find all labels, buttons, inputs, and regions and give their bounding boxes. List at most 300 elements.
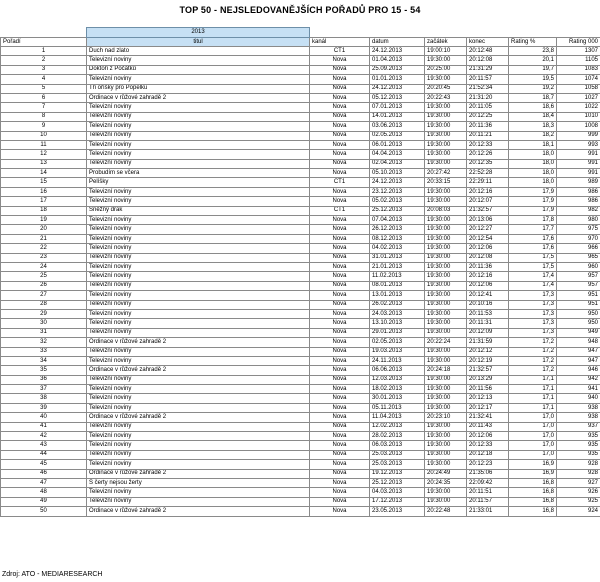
cell-start: 20:20:45: [425, 84, 467, 93]
cell-date: 17.12.2013: [370, 497, 425, 506]
cell-channel: Nova: [310, 422, 370, 431]
cell-end: 20:11:57: [467, 75, 509, 84]
table-row: [1, 140, 600, 149]
cell-start: 19:30:00: [425, 441, 467, 450]
table-row: [1, 103, 600, 112]
cell-rating-000: 927: [557, 478, 600, 487]
cell-rating-000: 965: [557, 253, 600, 262]
col-header-poradi: Pořadí: [1, 38, 87, 47]
cell-rating-000: 966: [557, 244, 600, 253]
cell-date: 13.10.2013: [370, 319, 425, 328]
cell-end: 20:12:06: [467, 432, 509, 441]
cell-rating-000: 950: [557, 319, 600, 328]
cell-title: Televizní noviny: [87, 262, 310, 271]
cell-end: 20:12:23: [467, 460, 509, 469]
cell-rating-pct: 17,2: [509, 356, 557, 365]
cell-title: Televizní noviny: [87, 422, 310, 431]
cell-end: 20:12:33: [467, 140, 509, 149]
cell-date: 13.01.2013: [370, 291, 425, 300]
table-row: [1, 507, 600, 516]
table-row: [1, 403, 600, 412]
cell-end: 20:12:27: [467, 225, 509, 234]
cell-end: 21:32:41: [467, 413, 509, 422]
table-row: [1, 169, 600, 178]
cell-channel: Nova: [310, 262, 370, 271]
cell-end: 20:12:09: [467, 328, 509, 337]
cell-date: 23.12.2013: [370, 187, 425, 196]
cell-rank: 27: [1, 291, 87, 300]
cell-start: 19:30:00: [425, 187, 467, 196]
cell-date: 11.04.2013: [370, 413, 425, 422]
cell-end: 22:52:28: [467, 169, 509, 178]
table-row: [1, 122, 600, 131]
cell-rank: 31: [1, 328, 87, 337]
cell-rating-pct: 17,1: [509, 403, 557, 412]
cell-end: 20:11:36: [467, 262, 509, 271]
cell-start: 19:30:00: [425, 272, 467, 281]
table-row: [1, 319, 600, 328]
cell-rating-000: 951: [557, 291, 600, 300]
cell-start: 19:30:00: [425, 197, 467, 206]
cell-start: 19:30:00: [425, 281, 467, 290]
cell-end: 20:11:56: [467, 385, 509, 394]
cell-rank: 47: [1, 478, 87, 487]
cell-rating-pct: 17,2: [509, 338, 557, 347]
table-row: [1, 347, 600, 356]
cell-title: Televizní noviny: [87, 300, 310, 309]
cell-rating-pct: 16,8: [509, 488, 557, 497]
cell-rank: 24: [1, 262, 87, 271]
cell-title: Televizní noviny: [87, 281, 310, 290]
cell-rating-pct: 18,2: [509, 131, 557, 140]
cell-rating-pct: 17,0: [509, 441, 557, 450]
cell-rank: 30: [1, 319, 87, 328]
cell-date: 28.02.2013: [370, 432, 425, 441]
cell-end: 22:09:42: [467, 478, 509, 487]
page-title: TOP 50 - NEJSLEDOVANĚJŠÍCH POŘADŮ PRO 15 - 54: [179, 5, 421, 15]
cell-date: 25.03.2013: [370, 450, 425, 459]
cell-channel: Nova: [310, 309, 370, 318]
cell-end: 20:11:31: [467, 319, 509, 328]
cell-start: 19:30:00: [425, 112, 467, 121]
cell-date: 31.01.2013: [370, 253, 425, 262]
cell-rating-000: 935: [557, 441, 600, 450]
cell-title: Ordinace v růžové zahradě 2: [87, 413, 310, 422]
cell-start: 19:30:00: [425, 122, 467, 131]
cell-rating-pct: 17,3: [509, 291, 557, 300]
cell-title: Pelíšky: [87, 178, 310, 187]
cell-rating-000: 924: [557, 507, 600, 516]
cell-end: 20:11:57: [467, 497, 509, 506]
cell-title: Televizní noviny: [87, 291, 310, 300]
cell-rank: 6: [1, 93, 87, 102]
cell-title: Televizní noviny: [87, 197, 310, 206]
cell-date: 25.12.2013: [370, 478, 425, 487]
cell-end: 20:12:06: [467, 244, 509, 253]
cell-title: Ordinace v růžové zahradě 2: [87, 469, 310, 478]
cell-rating-pct: 17,6: [509, 244, 557, 253]
cell-date: 01.01.2013: [370, 75, 425, 84]
cell-rating-000: 937: [557, 422, 600, 431]
cell-date: 05.11.2013: [370, 403, 425, 412]
cell-rank: 16: [1, 187, 87, 196]
cell-start: 20:08:03: [425, 206, 467, 215]
table-row: [1, 488, 600, 497]
cell-date: 19.03.2013: [370, 347, 425, 356]
cell-rating-pct: 17,3: [509, 309, 557, 318]
cell-title: Ordinace v růžové zahradě 2: [87, 338, 310, 347]
cell-date: 29.01.2013: [370, 328, 425, 337]
cell-rank: 43: [1, 441, 87, 450]
cell-rating-000: 950: [557, 309, 600, 318]
cell-date: 02.04.2013: [370, 159, 425, 168]
cell-start: 19:30:00: [425, 309, 467, 318]
cell-end: 20:12:16: [467, 272, 509, 281]
cell-rank: 49: [1, 497, 87, 506]
cell-rating-pct: 17,0: [509, 432, 557, 441]
cell-start: 20:23:10: [425, 413, 467, 422]
cell-rating-000: 947: [557, 347, 600, 356]
cell-channel: Nova: [310, 460, 370, 469]
cell-date: 08.01.2013: [370, 281, 425, 290]
cell-title: Doktoři z Počátků: [87, 65, 310, 74]
cell-rating-pct: 17,5: [509, 253, 557, 262]
table-row: [1, 253, 600, 262]
cell-rating-000: 980: [557, 216, 600, 225]
cell-end: 20:11:36: [467, 122, 509, 131]
cell-rating-000: 941: [557, 385, 600, 394]
cell-rating-pct: 16,8: [509, 507, 557, 516]
cell-channel: Nova: [310, 328, 370, 337]
cell-rank: 9: [1, 122, 87, 131]
cell-date: 07.01.2013: [370, 103, 425, 112]
cell-start: 19:30:00: [425, 253, 467, 262]
cell-channel: Nova: [310, 478, 370, 487]
table-row: [1, 65, 600, 74]
cell-channel: Nova: [310, 150, 370, 159]
cell-start: 19:30:00: [425, 262, 467, 271]
cell-rating-000: 986: [557, 197, 600, 206]
cell-rating-pct: 18,0: [509, 150, 557, 159]
cell-date: 24.11.2013: [370, 356, 425, 365]
cell-rank: 28: [1, 300, 87, 309]
cell-title: Televizní noviny: [87, 356, 310, 365]
cell-channel: Nova: [310, 93, 370, 102]
cell-start: 19:30:00: [425, 328, 467, 337]
cell-rating-pct: 17,2: [509, 347, 557, 356]
cell-date: 12.03.2013: [370, 375, 425, 384]
cell-rating-000: 925: [557, 497, 600, 506]
cell-rating-pct: 16,9: [509, 460, 557, 469]
cell-channel: Nova: [310, 253, 370, 262]
cell-channel: Nova: [310, 403, 370, 412]
cell-end: 20:12:17: [467, 403, 509, 412]
col-header-datum: datum: [370, 38, 425, 47]
cell-start: 19:30:00: [425, 460, 467, 469]
cell-channel: Nova: [310, 497, 370, 506]
cell-channel: Nova: [310, 469, 370, 478]
cell-end: 20:12:08: [467, 56, 509, 65]
cell-rating-000: 999: [557, 131, 600, 140]
cell-channel: Nova: [310, 291, 370, 300]
cell-channel: Nova: [310, 169, 370, 178]
col-header-titul: titul: [87, 38, 310, 47]
col-header-rating-pct: Rating %: [509, 38, 557, 47]
cell-rank: 21: [1, 234, 87, 243]
table-row: [1, 497, 600, 506]
cell-rating-000: 940: [557, 394, 600, 403]
cell-title: Televizní noviny: [87, 56, 310, 65]
cell-start: 19:30:00: [425, 394, 467, 403]
cell-rating-pct: 20,1: [509, 56, 557, 65]
cell-rank: 15: [1, 178, 87, 187]
cell-channel: Nova: [310, 356, 370, 365]
cell-date: 11.02.2013: [370, 272, 425, 281]
cell-channel: ČT1: [310, 178, 370, 187]
table-row: [1, 366, 600, 375]
cell-date: 04.02.2013: [370, 244, 425, 253]
cell-title: Televizní noviny: [87, 328, 310, 337]
table-row: [1, 356, 600, 365]
cell-date: 03.06.2013: [370, 122, 425, 131]
cell-rating-000: 946: [557, 366, 600, 375]
cell-rating-pct: 19,2: [509, 84, 557, 93]
table-row: [1, 328, 600, 337]
cell-channel: Nova: [310, 432, 370, 441]
cell-title: Duch nad zlato: [87, 47, 310, 56]
table-row: [1, 375, 600, 384]
cell-channel: Nova: [310, 65, 370, 74]
cell-rating-pct: 16,8: [509, 478, 557, 487]
cell-start: 20:33:15: [425, 178, 467, 187]
cell-end: 21:31:20: [467, 93, 509, 102]
cell-title: Televizní noviny: [87, 375, 310, 384]
cell-date: 23.05.2013: [370, 507, 425, 516]
header-spacer: [1, 28, 87, 38]
cell-channel: Nova: [310, 319, 370, 328]
cell-rating-000: 1010: [557, 112, 600, 121]
cell-end: 20:11:53: [467, 309, 509, 318]
cell-date: 26.02.2013: [370, 300, 425, 309]
cell-start: 19:30:00: [425, 131, 467, 140]
cell-end: 21:32:57: [467, 366, 509, 375]
cell-end: 20:12:13: [467, 394, 509, 403]
cell-title: Televizní noviny: [87, 234, 310, 243]
cell-channel: Nova: [310, 187, 370, 196]
cell-start: 19:30:00: [425, 140, 467, 149]
cell-title: Televizní noviny: [87, 131, 310, 140]
cell-rank: 35: [1, 366, 87, 375]
cell-end: 20:10:16: [467, 300, 509, 309]
table-row: [1, 422, 600, 431]
cell-rating-pct: 18,3: [509, 122, 557, 131]
table-row: [1, 432, 600, 441]
cell-channel: ČT1: [310, 47, 370, 56]
ratings-table: [0, 27, 600, 517]
cell-start: 19:30:00: [425, 497, 467, 506]
cell-channel: Nova: [310, 394, 370, 403]
cell-rating-pct: 17,3: [509, 300, 557, 309]
cell-end: 20:13:06: [467, 216, 509, 225]
cell-start: 19:30:00: [425, 244, 467, 253]
cell-start: 20:24:35: [425, 478, 467, 487]
cell-start: 19:30:00: [425, 150, 467, 159]
cell-rating-pct: 17,7: [509, 225, 557, 234]
cell-channel: Nova: [310, 159, 370, 168]
cell-rating-000: 1307: [557, 47, 600, 56]
cell-end: 21:31:59: [467, 338, 509, 347]
table-row: [1, 112, 600, 121]
cell-rating-000: 975: [557, 225, 600, 234]
cell-channel: Nova: [310, 103, 370, 112]
cell-end: 21:31:29: [467, 65, 509, 74]
cell-channel: Nova: [310, 140, 370, 149]
cell-title: Televizní noviny: [87, 150, 310, 159]
table-row: [1, 84, 600, 93]
table-row: [1, 441, 600, 450]
cell-rating-000: 991: [557, 150, 600, 159]
cell-end: 20:11:21: [467, 131, 509, 140]
col-header-rating-000: Rating 000: [557, 38, 600, 47]
cell-channel: Nova: [310, 413, 370, 422]
cell-date: 02.05.2013: [370, 338, 425, 347]
cell-title: Televizní noviny: [87, 122, 310, 131]
cell-rating-000: 993: [557, 140, 600, 149]
cell-rank: 4: [1, 75, 87, 84]
cell-end: 20:12:25: [467, 112, 509, 121]
cell-date: 08.12.2013: [370, 234, 425, 243]
cell-end: 20:12:12: [467, 347, 509, 356]
cell-rank: 11: [1, 140, 87, 149]
table-row: [1, 178, 600, 187]
cell-rating-pct: 18,4: [509, 112, 557, 121]
cell-rating-pct: 18,6: [509, 103, 557, 112]
cell-end: 20:12:54: [467, 234, 509, 243]
cell-start: 20:22:24: [425, 338, 467, 347]
cell-channel: Nova: [310, 441, 370, 450]
cell-rating-pct: 19,7: [509, 65, 557, 74]
cell-rank: 26: [1, 281, 87, 290]
cell-rating-pct: 16,9: [509, 469, 557, 478]
cell-title: Televizní noviny: [87, 385, 310, 394]
cell-rating-pct: 18,7: [509, 93, 557, 102]
cell-rating-000: 982: [557, 206, 600, 215]
cell-date: 02.05.2013: [370, 131, 425, 140]
cell-title: Televizní noviny: [87, 103, 310, 112]
cell-end: 20:12:08: [467, 253, 509, 262]
cell-start: 19:30:00: [425, 450, 467, 459]
cell-rating-000: 957: [557, 272, 600, 281]
cell-title: Ordinace v růžové zahradě 2: [87, 507, 310, 516]
cell-date: 05.02.2013: [370, 197, 425, 206]
table-row: [1, 234, 600, 243]
cell-title: Televizní noviny: [87, 403, 310, 412]
cell-rank: 13: [1, 159, 87, 168]
cell-start: 19:30:00: [425, 103, 467, 112]
cell-channel: Nova: [310, 300, 370, 309]
cell-channel: Nova: [310, 56, 370, 65]
cell-start: 19:30:00: [425, 225, 467, 234]
table-row: [1, 216, 600, 225]
cell-rank: 20: [1, 225, 87, 234]
cell-start: 19:00:10: [425, 47, 467, 56]
cell-channel: Nova: [310, 244, 370, 253]
cell-title: Sněžný drak: [87, 206, 310, 215]
cell-end: 20:12:18: [467, 450, 509, 459]
table-row: [1, 338, 600, 347]
cell-rating-000: 926: [557, 488, 600, 497]
cell-channel: Nova: [310, 225, 370, 234]
cell-title: Televizní noviny: [87, 75, 310, 84]
cell-title: Televizní noviny: [87, 347, 310, 356]
cell-date: 30.01.2013: [370, 394, 425, 403]
cell-start: 19:30:00: [425, 488, 467, 497]
cell-date: 24.03.2013: [370, 309, 425, 318]
cell-channel: ČT1: [310, 206, 370, 215]
cell-start: 19:30:00: [425, 159, 467, 168]
cell-title: Televizní noviny: [87, 319, 310, 328]
cell-start: 19:30:00: [425, 403, 467, 412]
cell-rank: 34: [1, 356, 87, 365]
cell-end: 20:11:43: [467, 422, 509, 431]
cell-rating-pct: 17,9: [509, 197, 557, 206]
cell-title: Televizní noviny: [87, 450, 310, 459]
cell-start: 19:30:00: [425, 422, 467, 431]
cell-date: 06.03.2013: [370, 441, 425, 450]
cell-rank: 10: [1, 131, 87, 140]
table-row: [1, 291, 600, 300]
cell-title: Probudím se včera: [87, 169, 310, 178]
cell-end: 20:11:05: [467, 103, 509, 112]
cell-end: 20:12:19: [467, 356, 509, 365]
cell-date: 24.12.2013: [370, 178, 425, 187]
cell-title: Televizní noviny: [87, 112, 310, 121]
cell-rating-000: 1074: [557, 75, 600, 84]
cell-rank: 5: [1, 84, 87, 93]
cell-rating-pct: 17,9: [509, 187, 557, 196]
table-row: [1, 300, 600, 309]
table-row: [1, 187, 600, 196]
cell-end: 21:35:06: [467, 469, 509, 478]
cell-rank: 46: [1, 469, 87, 478]
cell-channel: Nova: [310, 450, 370, 459]
cell-rank: 32: [1, 338, 87, 347]
table-row: [1, 56, 600, 65]
cell-channel: Nova: [310, 197, 370, 206]
cell-rank: 42: [1, 432, 87, 441]
cell-channel: Nova: [310, 84, 370, 93]
cell-end: 22:29:11: [467, 178, 509, 187]
cell-title: Televizní noviny: [87, 159, 310, 168]
cell-channel: Nova: [310, 488, 370, 497]
cell-rating-pct: 16,8: [509, 497, 557, 506]
cell-rating-pct: 17,1: [509, 394, 557, 403]
col-header-konec: konec: [467, 38, 509, 47]
cell-channel: Nova: [310, 216, 370, 225]
cell-channel: Nova: [310, 272, 370, 281]
cell-rating-000: 960: [557, 262, 600, 271]
cell-date: 05.10.2013: [370, 169, 425, 178]
cell-rank: 41: [1, 422, 87, 431]
cell-title: S čerty nejsou žerty: [87, 478, 310, 487]
table-row: [1, 47, 600, 56]
cell-rank: 17: [1, 197, 87, 206]
cell-rating-000: 991: [557, 169, 600, 178]
cell-date: 25.12.2013: [370, 206, 425, 215]
cell-end: 20:11:51: [467, 488, 509, 497]
cell-channel: Nova: [310, 75, 370, 84]
cell-start: 19:30:00: [425, 75, 467, 84]
